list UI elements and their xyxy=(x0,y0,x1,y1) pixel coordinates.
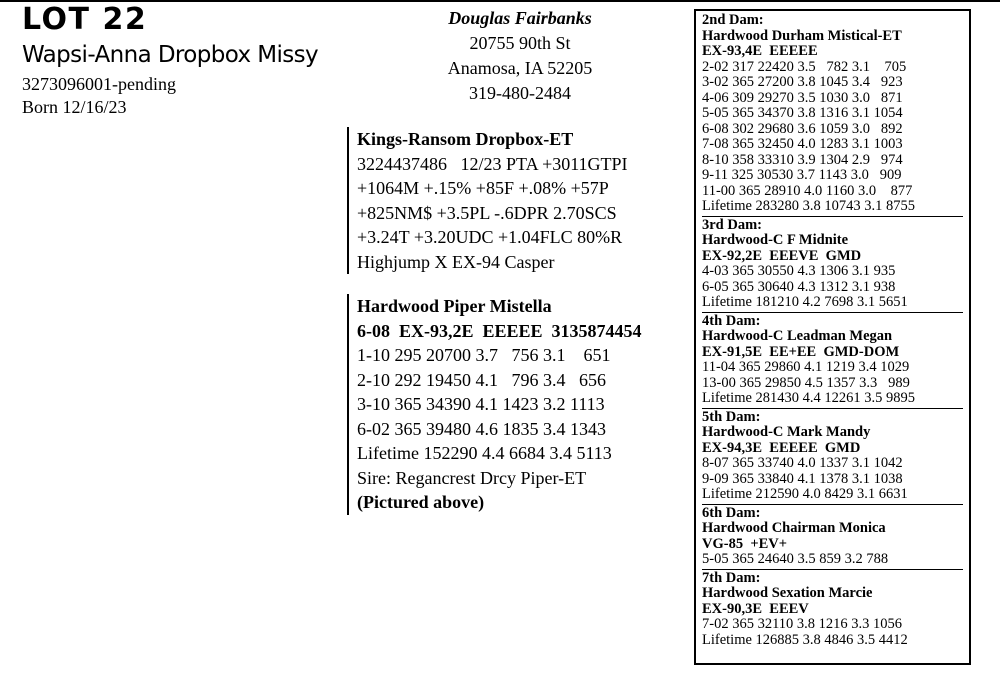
pedigree-generation xyxy=(702,218,963,313)
production-record: 7-02 365 32110 3.8 1216 3.3 1056 xyxy=(702,616,903,632)
production-record: 11-00 365 28910 4.0 1160 3.0 877 xyxy=(702,182,913,199)
production-record: 6-08 302 29680 3.6 1059 3.0 892 xyxy=(702,120,903,137)
owner-block xyxy=(420,6,620,106)
production-record: 11-04 365 29860 4.1 1219 3.4 1029 xyxy=(702,359,910,375)
ancestor-classification: EX-90,3E EEEV xyxy=(702,600,809,617)
dam-record: 2-10 292 19450 4.1 796 3.4 656 xyxy=(357,369,606,390)
production-record: 4-03 365 30550 4.3 1306 3.1 935 xyxy=(702,263,896,279)
ancestor-classification: EX-92,2E EEEVE GMD xyxy=(702,247,862,264)
ancestor-classification: EX-93,4E EEEEE xyxy=(702,43,818,59)
dam-record: 3-10 365 34390 4.1 1423 3.2 1113 xyxy=(357,394,605,414)
dam-classification: 6-08 EX-93,2E EEEEE 3135874454 xyxy=(357,320,642,341)
sire-line: Highjump X EX-94 Casper xyxy=(357,251,555,272)
production-record: 2-02 317 22420 3.5 782 3.1 705 xyxy=(702,58,907,75)
pedigree-generation xyxy=(702,506,963,570)
dam-record: 1-10 295 20700 3.7 756 3.1 651 xyxy=(357,345,611,365)
sire-line: +1064M +.15% +85F +.08% +57P xyxy=(357,178,609,198)
production-record: Lifetime 281430 4.4 12261 3.5 9895 xyxy=(702,390,916,406)
production-record: 3-02 365 27200 3.8 1045 3.4 923 xyxy=(702,74,903,90)
production-record: 8-07 365 33740 4.0 1337 3.1 1042 xyxy=(702,455,903,471)
generation-label: 6th Dam: xyxy=(702,504,761,521)
owner-phone: 319-480-2484 xyxy=(469,83,571,103)
pedigree-generation xyxy=(702,314,963,409)
generation-label: 5th Dam: xyxy=(702,408,761,425)
ancestor-classification: EX-94,3E EEEEE GMD xyxy=(702,439,861,456)
lot-title: LOT 22 xyxy=(22,2,148,37)
production-record: 5-05 365 34370 3.8 1316 3.1 1054 xyxy=(702,105,903,121)
production-record: 7-08 365 32450 4.0 1283 3.1 1003 xyxy=(702,136,903,152)
ancestor-name: Hardwood Durham Mistical-ET xyxy=(702,27,902,44)
sire-line: 3224437486 12/23 PTA +3011GTPI xyxy=(357,153,628,174)
production-record: Lifetime 126885 3.8 4846 3.5 4412 xyxy=(702,631,908,648)
production-record: Lifetime 181210 4.2 7698 3.1 5651 xyxy=(702,294,908,310)
owner-name: Douglas Fairbanks xyxy=(448,8,592,28)
pedigree-generation xyxy=(702,571,963,650)
production-record: 4-06 309 29270 3.5 1030 3.0 871 xyxy=(702,89,903,106)
production-record: 9-09 365 33840 4.1 1378 3.1 1038 xyxy=(702,470,903,487)
ancestor-name: Hardwood-C Leadman Megan xyxy=(702,328,893,344)
ancestor-name: Hardwood Chairman Monica xyxy=(702,520,886,536)
generation-label: 2nd Dam: xyxy=(702,12,764,28)
dam-name: Hardwood Piper Mistella xyxy=(357,296,552,316)
production-record: Lifetime 283280 3.8 10743 3.1 8755 xyxy=(702,198,916,214)
ancestor-name: Hardwood-C F Midnite xyxy=(702,232,849,248)
pedigree-box xyxy=(694,9,971,665)
owner-street: 20755 90th St xyxy=(469,33,571,53)
generation-label: 7th Dam: xyxy=(702,569,761,586)
dam-sire: Sire: Regancrest Drcy Piper-ET xyxy=(357,467,587,488)
registration-number: 3273096001-pending xyxy=(22,74,176,94)
owner-city: Anamosa, IA 52205 xyxy=(447,58,593,78)
animal-name: Wapsi-Anna Dropbox Missy xyxy=(22,42,319,68)
generation-label: 4th Dam: xyxy=(702,312,761,329)
production-record: 6-05 365 30640 4.3 1312 3.1 938 xyxy=(702,278,896,295)
dam-block xyxy=(347,294,642,515)
production-record: 5-05 365 24640 3.5 859 3.2 788 xyxy=(702,551,889,567)
production-record: 8-10 358 33310 3.9 1304 2.9 974 xyxy=(702,151,903,168)
top-border-line xyxy=(0,0,1000,2)
sire-line: +825NM$ +3.5PL -.6DPR 2.70SCS xyxy=(357,202,617,223)
dam-record: 6-02 365 39480 4.6 1835 3.4 1343 xyxy=(357,418,606,439)
pedigree-generation xyxy=(702,13,963,217)
ancestor-classification: VG-85 +EV+ xyxy=(702,535,787,552)
production-record: 13-00 365 29850 4.5 1357 3.3 989 xyxy=(702,374,910,391)
birth-date: Born 12/16/23 xyxy=(22,97,127,117)
ancestor-name: Hardwood Sexation Marcie xyxy=(702,585,873,601)
dam-record: Lifetime 152290 4.4 6684 3.4 5113 xyxy=(357,443,612,463)
dam-note: (Pictured above) xyxy=(357,492,485,512)
production-record: 9-11 325 30530 3.7 1143 3.0 909 xyxy=(702,167,902,183)
ancestor-name: Hardwood-C Mark Mandy xyxy=(702,424,871,440)
sire-block xyxy=(347,127,628,274)
sire-line: +3.24T +3.20UDC +1.04FLC 80%R xyxy=(357,227,623,247)
pedigree-generation xyxy=(702,410,963,505)
sire-name: Kings-Ransom Dropbox-ET xyxy=(357,129,574,149)
ancestor-classification: EX-91,5E EE+EE GMD-DOM xyxy=(702,343,900,360)
generation-label: 3rd Dam: xyxy=(702,216,763,233)
production-record: Lifetime 212590 4.0 8429 3.1 6631 xyxy=(702,486,908,502)
